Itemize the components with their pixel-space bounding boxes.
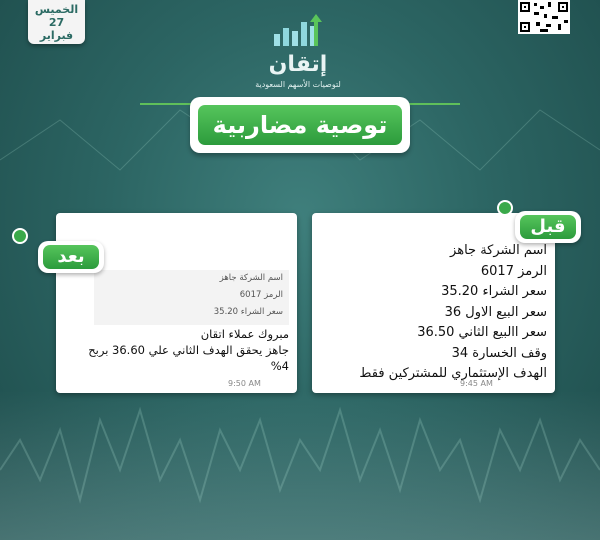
- logo-tagline: لتوصيات الأسهم السعودية: [255, 80, 341, 89]
- after-message-card: [56, 213, 297, 393]
- before-line: وقف الخسارة 34: [451, 345, 547, 361]
- after-line: جاهز يحقق الهدف الثاني علي 36.60 بربح: [88, 343, 289, 357]
- before-timestamp: 9:45 AM: [460, 379, 493, 388]
- logo-bars-icon: [272, 12, 324, 46]
- page-title: توصية مضاربية: [198, 105, 402, 145]
- title-banner: [190, 97, 410, 153]
- after-timestamp: 9:50 AM: [228, 379, 261, 388]
- before-label: [515, 211, 581, 243]
- date-day-name: الخميس: [34, 2, 79, 16]
- before-line: الرمز 6017: [480, 263, 547, 279]
- after-label-text: بعد: [43, 245, 99, 269]
- before-line: الهدف الإستثماري للمشتركين فقط: [359, 366, 547, 381]
- before-pin-icon: [497, 200, 513, 216]
- after-label: [38, 241, 104, 273]
- date-badge: [28, 0, 85, 44]
- date-day: 27: [48, 15, 65, 29]
- date-month: فبراير: [39, 28, 74, 42]
- quoted-message: [94, 270, 289, 325]
- after-pin-icon: [12, 228, 28, 244]
- quoted-line: الرمز 6017: [239, 290, 283, 300]
- before-message-text: [320, 241, 547, 385]
- bottom-glow: [0, 390, 600, 540]
- quoted-line: سعر الشراء 35.20: [213, 307, 283, 317]
- after-line: %4: [270, 359, 289, 373]
- before-line: سعر االبيع الثاني 36.50: [417, 325, 547, 340]
- logo-name: إتقان: [268, 52, 328, 77]
- before-line: سعر الشراء 35.20: [441, 284, 547, 299]
- quoted-line: اسم الشركة جاهز: [219, 273, 283, 283]
- qr-code-icon: [518, 0, 570, 34]
- before-line: سعر البيع الاول 36: [444, 304, 547, 320]
- after-message-text: [64, 326, 289, 374]
- logo: [238, 12, 358, 88]
- after-line: مبروك عملاء اتقان: [200, 327, 289, 341]
- before-line: اسم الشركة جاهز: [450, 243, 547, 258]
- before-label-text: قبل: [520, 215, 576, 239]
